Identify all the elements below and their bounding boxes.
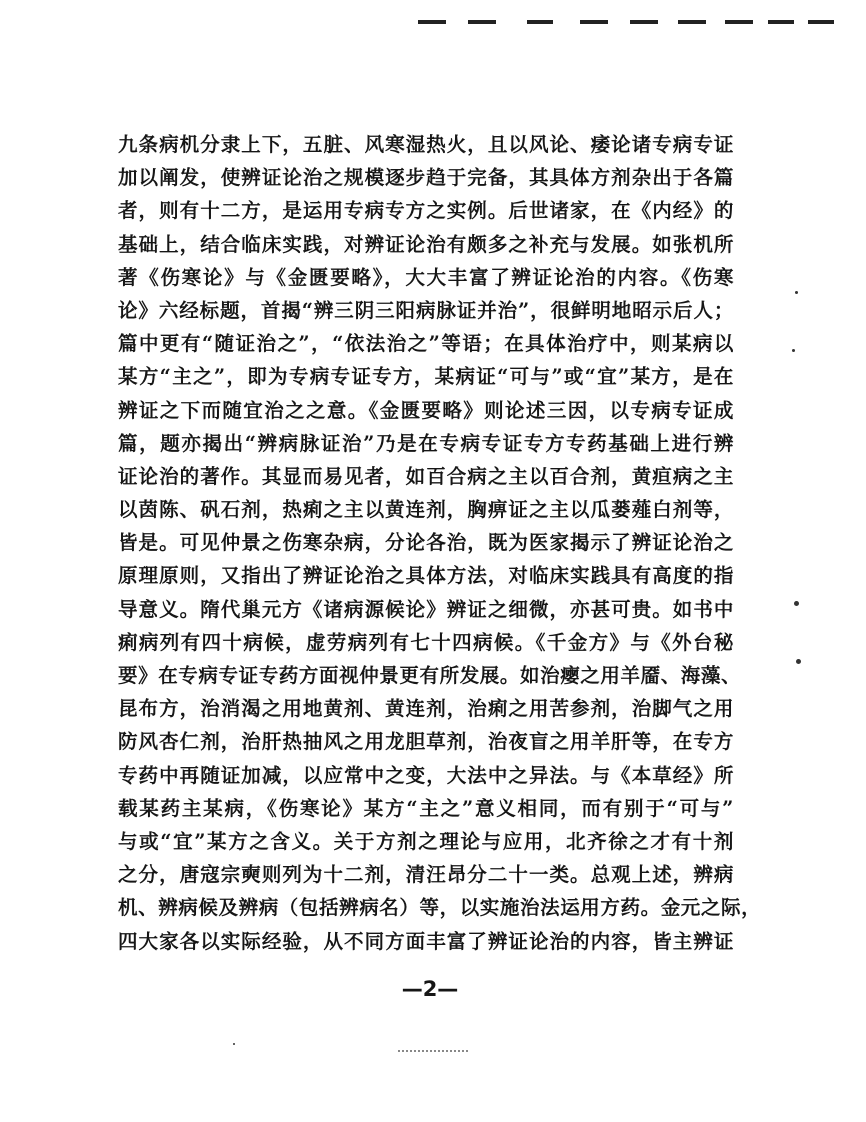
text-line: 论》六经标题，首揭“辨三阴三阳病脉证并治”，很鲜明地昭示后人； xyxy=(118,298,734,322)
text-line: 著《伤寒论》与《金匮要略》，大大丰富了辨证论治的内容。《伤寒 xyxy=(118,265,734,289)
text-line: 与或“宜”某方之含义。关于方剂之理论与应用，北齐徐之才有十剂 xyxy=(118,829,734,853)
scan-speck xyxy=(233,1043,235,1045)
text-line: 皆是。可见仲景之伤寒杂病，分论各治，既为医家揭示了辨证论治之 xyxy=(118,531,734,555)
text-line: 证论治的著作。其显而易见者，如百合病之主以百合剂，黄疸病之主 xyxy=(118,464,734,488)
text-line: 篇中更有“随证治之”，“依法治之”等语；在具体治疗中，则某病以 xyxy=(118,332,734,356)
text-line: 机、辨病候及辨病（包括辨病名）等，以实施治法运用方药。金元之际， xyxy=(118,896,762,920)
header-rule-segment xyxy=(725,20,753,24)
text-line: 导意义。隋代巢元方《诸病源候论》辨证之细微，亦甚可贵。如书中 xyxy=(118,597,734,621)
page-number: —2— xyxy=(401,977,459,1001)
header-rule-segment xyxy=(630,20,658,24)
text-line: 以茵陈、矾石剂，热痢之主以黄连剂，胸痹证之主以瓜蒌薤白剂等， xyxy=(118,498,734,522)
header-rule-segment xyxy=(808,20,834,24)
text-line: 载某药主某病，《伤寒论》某方“主之”意义相同，而有别于“可与” xyxy=(118,796,734,820)
text-line: 专药中再随证加减，以应常中之变，大法中之异法。与《本草经》所 xyxy=(118,763,734,787)
text-line: 四大家各以实际经验，从不同方面丰富了辨证论治的内容，皆主辨证 xyxy=(118,929,734,953)
body-text xyxy=(118,128,762,958)
scan-speck xyxy=(794,601,799,606)
text-line: 辨证之下而随宜治之之意。《金匮要略》则论述三因，以专病专证成 xyxy=(118,398,734,422)
header-rule-segment xyxy=(678,20,706,24)
text-line: 之分，唐寇宗奭则列为十二剂，清汪昂分二十一类。总观上述，辨病 xyxy=(118,863,734,887)
text-line: 加以阐发，使辨证论治之规模逐步趋于完备，其具体方剂杂出于各篇 xyxy=(118,166,734,190)
scan-speck xyxy=(796,659,801,664)
text-line: 要》在专病专证专药方面视仲景更有所发展。如治瘿之用羊靥、海藻、 xyxy=(118,664,742,687)
scan-smudge xyxy=(398,1050,468,1055)
scan-speck xyxy=(795,291,798,294)
scan-speck xyxy=(792,349,795,352)
header-rule-segment xyxy=(580,20,608,24)
header-rule-segment xyxy=(527,20,553,24)
header-rule-segment xyxy=(768,20,794,24)
text-line: 篇，题亦揭出“辨病脉证治”乃是在专病专证专方专药基础上进行辨 xyxy=(118,431,734,455)
text-line: 原理原则，又指出了辨证论治之具体方法，对临床实践具有高度的指 xyxy=(118,564,734,588)
header-rule-segment xyxy=(418,20,446,24)
text-line: 某方“主之”，即为专病专证专方，某病证“可与”或“宜”某方，是在 xyxy=(118,365,734,389)
text-line: 痢病列有四十病候，虚劳病列有七十四病候。《千金方》与《外台秘 xyxy=(118,630,734,654)
text-line: 防风杏仁剂，治肝热抽风之用龙胆草剂，治夜盲之用羊肝等，在专方 xyxy=(118,730,734,754)
text-line: 基础上，结合临床实践，对辨证论治有颇多之补充与发展。如张机所 xyxy=(118,232,734,256)
text-line: 者，则有十二方，是运用专病专方之实例。后世诸家，在《内经》的 xyxy=(118,199,734,223)
text-line: 昆布方，治消渴之用地黄剂、黄连剂，治痢之用苦参剂，治脚气之用 xyxy=(118,697,734,721)
header-rule-segment xyxy=(468,20,496,24)
text-line: 九条病机分隶上下，五脏、风寒湿热火，且以风论、痿论诸专病专证 xyxy=(118,133,734,156)
